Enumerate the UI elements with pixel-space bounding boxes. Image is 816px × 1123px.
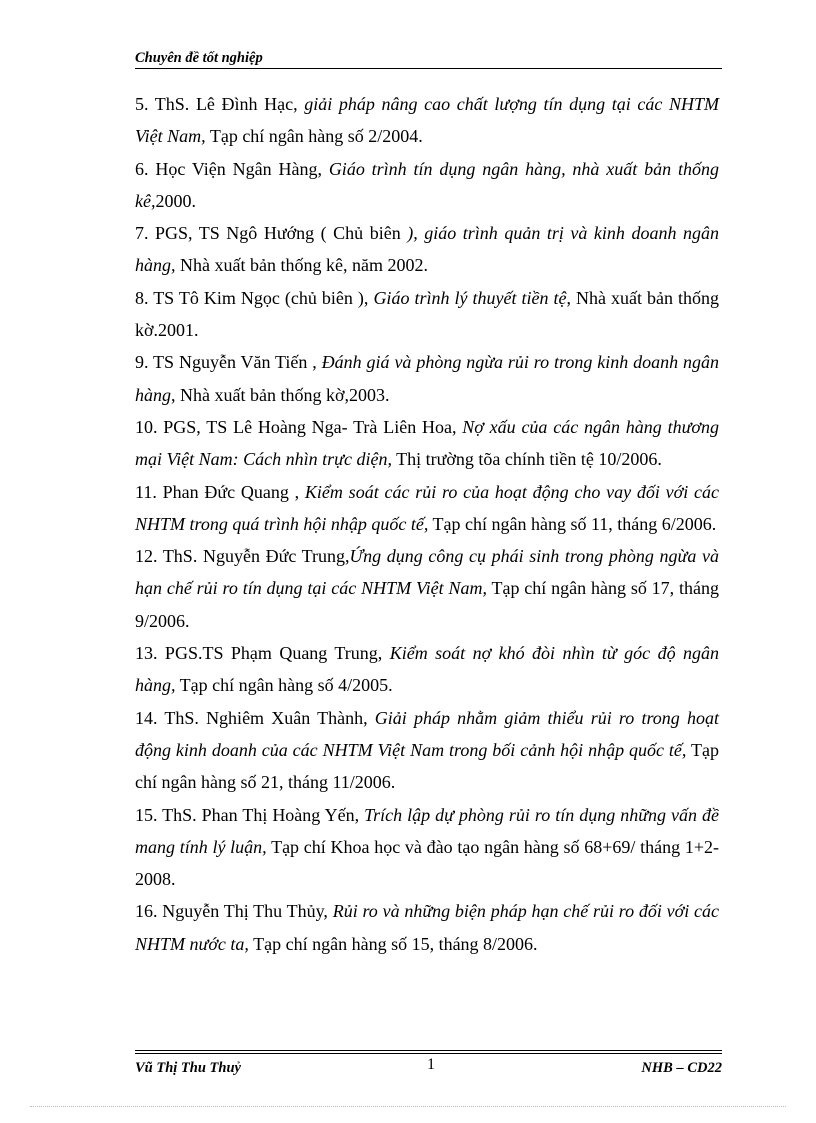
- reference-tail: Tạp chí Khoa học và đào tạo ngân hàng số 68+69/ tháng 1+2-2008.: [135, 836, 719, 890]
- reference-lead: 8. TS Tô Kim Ngọc (chủ biên ),: [135, 287, 374, 308]
- reference-title: Kiểm soát nợ khó đòi nhìn từ góc độ ngân hàng,: [135, 643, 720, 696]
- reference-lead: 6. Học Viện Ngân Hàng,: [135, 158, 329, 179]
- reference-item: [135, 282, 719, 347]
- reference-lead: 16. Nguyễn Thị Thu Thủy,: [135, 901, 333, 922]
- reference-tail: Thị trường tõa chính tiền tệ 10/2006.: [391, 449, 662, 470]
- reference-item: [135, 637, 719, 702]
- reference-tail: Tạp chí ngân hàng số 4/2005.: [175, 675, 393, 696]
- reference-title: Nợ xấu của các ngân hàng thương mại Việt Nam: Cách nhìn trực diện,: [135, 416, 719, 470]
- reference-title: Kiểm soát các rủi ro của hoạt động cho vay đối với các NHTM trong quá trình hội nhập quốc tế,: [135, 481, 719, 534]
- reference-item: [135, 346, 719, 411]
- reference-item: [135, 88, 719, 153]
- reference-lead: 5. ThS. Lê Đình Hạc,: [135, 94, 305, 114]
- header-rule: [135, 68, 722, 69]
- page-footer: [135, 1050, 722, 1076]
- reference-title: Trích lập dự phòng rủi ro tín dụng những vấn đề mang tính lý luận,: [135, 804, 719, 857]
- reference-item: [135, 476, 719, 541]
- reference-tail: , Nhà xuất bản thống kờ.2001.: [135, 287, 720, 341]
- reference-tail: , Nhà xuất bản thống kờ,2003.: [171, 384, 390, 405]
- reference-lead: 12. ThS. Nguyễn Đức Trung,: [135, 546, 350, 567]
- reference-tail: Tạp chí ngân hàng số 15, tháng 8/2006.: [248, 933, 538, 954]
- reference-lead: 10. PGS, TS Lê Hoàng Nga- Trà Liên Hoa,: [135, 416, 463, 437]
- footer-row: [135, 1054, 722, 1076]
- reference-title: Đánh giá và phòng ngừa rủi ro trong kinh doanh ngân hàng: [135, 352, 719, 405]
- reference-item: [135, 799, 719, 896]
- page-header: [135, 48, 722, 69]
- reference-tail: Tạp chí ngân hàng số 2/2004.: [205, 126, 423, 147]
- reference-tail: Nhà xuất bản thống kê, năm 2002.: [175, 255, 428, 276]
- reference-item: [135, 540, 719, 637]
- reference-tail: Tạp chí ngân hàng số 11, tháng 6/2006.: [428, 513, 717, 534]
- page-bottom-border: [30, 1106, 786, 1107]
- reference-item: [135, 153, 719, 218]
- footer-code: NHB – CD22: [641, 1060, 722, 1076]
- reference-lead: 13. PGS.TS Phạm Quang Trung,: [135, 643, 390, 664]
- reference-lead: 7. PGS, TS Ngô Hướng ( Chủ biên: [135, 223, 408, 244]
- reference-title: Ứng dụng công cụ phái sinh trong phòng ngừa và hạn chế rủi ro tín dụng tại các NHTM Việt Nam,: [135, 546, 719, 599]
- reference-title: Giải pháp nhằm giảm thiểu rủi ro trong hoạt động kinh doanh của các NHTM Việt Nam trong bối cảnh hội nhập quốc tế,: [135, 707, 719, 760]
- reference-item: [135, 217, 719, 282]
- reference-tail: Tạp chí ngân hàng số 21, tháng 11/2006.: [135, 739, 719, 793]
- reference-title: Giáo trình tín dụng ngân hàng, nhà xuất bản thống kê,: [135, 158, 719, 211]
- reference-tail: 2000.: [155, 190, 196, 211]
- reference-item: [135, 702, 719, 799]
- reference-tail: Tạp chí ngân hàng số 17, tháng 9/2006.: [135, 578, 720, 631]
- reference-lead: 11. Phan Đức Quang ,: [135, 481, 305, 502]
- footer-rule: [135, 1050, 722, 1051]
- reference-item: [135, 895, 719, 960]
- page-number: 1: [427, 1056, 435, 1073]
- header-title: Chuyên đề tốt nghiệp: [135, 50, 263, 66]
- reference-title: Giáo trình lý thuyết tiền tệ: [373, 287, 567, 308]
- reference-item: [135, 411, 719, 476]
- reference-lead: 9. TS Nguyễn Văn Tiến ,: [135, 352, 322, 373]
- reference-title: ), giáo trình quản trị và kinh doanh ngân hàng,: [135, 223, 719, 276]
- reference-title: giải pháp nâng cao chất lượng tín dụng tại các NHTM Việt Nam,: [135, 94, 719, 147]
- reference-lead: 14. ThS. Nghiêm Xuân Thành,: [135, 707, 375, 728]
- reference-lead: 15. ThS. Phan Thị Hoàng Yến,: [135, 804, 365, 825]
- reference-list: [135, 88, 719, 960]
- reference-title: Rủi ro và những biện pháp hạn chế rủi ro đối với các NHTM nước ta,: [135, 901, 719, 954]
- footer-author: Vũ Thị Thu Thuỷ: [135, 1060, 241, 1076]
